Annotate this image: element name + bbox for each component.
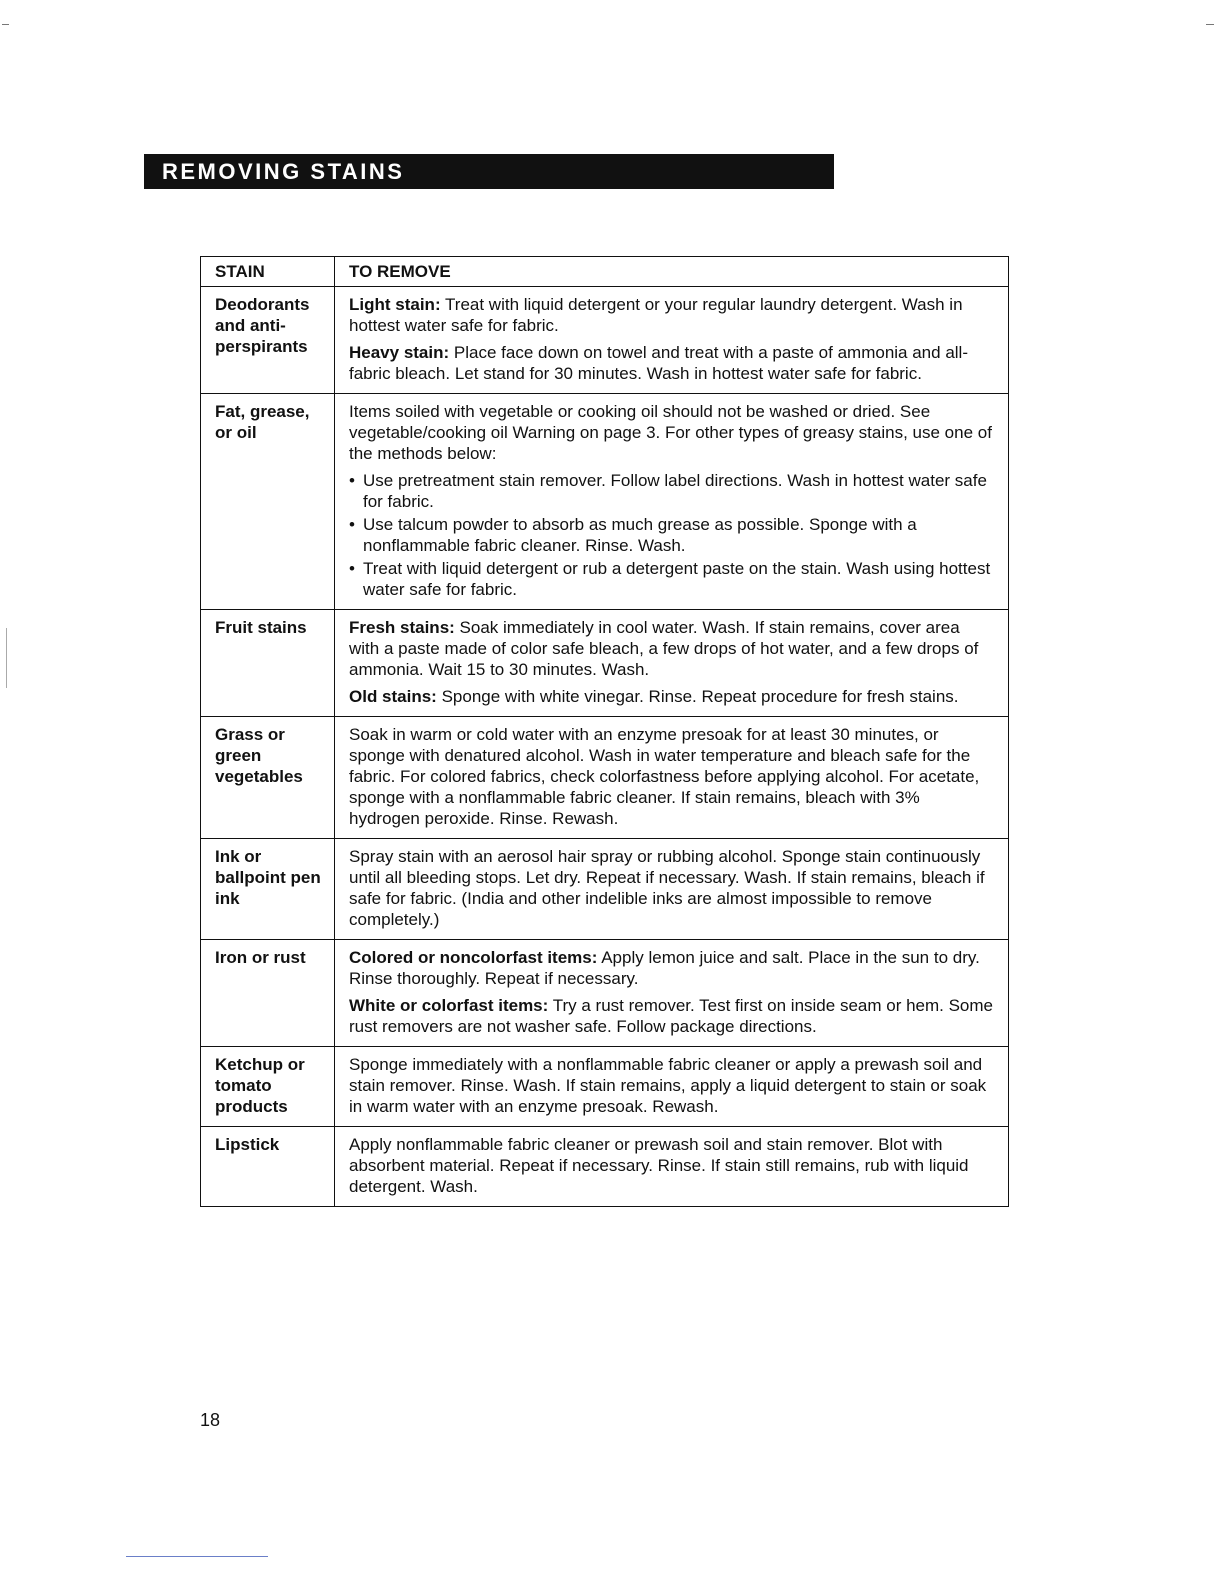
instruction-text: Items soiled with vegetable or cooking oil should not be washed or dried. See vegetable/cooking oil Warning on page 3. For other types of greasy stains, use one of the methods below: [349,402,992,463]
instruction-paragraph [349,617,994,680]
method-list-item: • Use talcum powder to absorb as much grease as possible. Sponge with a nonflammable fabric cleaner. Rinse. Wash. [349,514,994,556]
table-row [201,839,1009,940]
page-number: 18 [200,1410,221,1430]
instruction-lead: Light stain: [349,295,441,314]
instruction-paragraph [349,1054,994,1117]
scan-mark [1206,24,1214,25]
removal-instructions [335,394,1009,610]
instruction-paragraph [349,401,994,464]
column-header-stain: STAIN [201,257,335,287]
table-row [201,610,1009,717]
table-row [201,1047,1009,1127]
instruction-paragraph [349,294,994,336]
instruction-paragraph [349,724,994,829]
footer-rule [126,1556,268,1557]
instruction-text: Soak in warm or cold water with an enzyme presoak for at least 30 minutes, or sponge with denatured alcohol. Wash in water temperature and bleach safe for the fabric. For colored fabrics, check colorfastness before applying alcohol. For acetate, sponge with a nonflammable fabric cleaner. If stain remains, bleach with 3% hydrogen peroxide. Rinse. Rewash. [349,725,980,828]
stain-name: Fat, grease, or oil [201,394,335,610]
stain-name: Grass or green vegetables [201,717,335,839]
instruction-lead: Heavy stain: [349,343,450,362]
table-header-row [201,257,1009,287]
instruction-text: Apply lemon juice and salt. Place in the sun to dry. Rinse thoroughly. Repeat if necessary. [349,948,980,988]
instruction-paragraph [349,342,994,384]
table-row [201,287,1009,394]
stain-name: Ketchup or tomato products [201,1047,335,1127]
scan-mark [6,628,7,688]
table-row [201,394,1009,610]
instruction-text: Spray stain with an aerosol hair spray or rubbing alcohol. Sponge stain continuously until all bleeding stops. Let dry. Repeat if necessary. Wash. If stain remains, bleach if safe for fabric. (India and other indelible inks are almost impossible to remove completely.) [349,847,985,929]
table-row [201,1127,1009,1207]
instruction-paragraph [349,995,994,1037]
instruction-lead: Fresh stains: [349,618,455,637]
instruction-text: Try a rust remover. Test first on inside seam or hem. Some rust removers are not washer safe. Follow package directions. [349,996,993,1036]
removal-instructions [335,717,1009,839]
stain-removal-table [200,256,1009,1207]
column-header-to-remove: TO REMOVE [335,257,1009,287]
instruction-text: Sponge with white vinegar. Rinse. Repeat procedure for fresh stains. [441,687,959,706]
instruction-text: Soak immediately in cool water. Wash. If stain remains, cover area with a paste made of color safe bleach, a few drops of hot water, and a few drops of ammonia. Wait 15 to 30 minutes. Wash. [349,618,979,679]
instruction-paragraph [349,686,994,707]
removal-instructions [335,839,1009,940]
removal-instructions [335,1127,1009,1207]
stain-name: Deodorants and anti-perspirants [201,287,335,394]
stain-name: Fruit stains [201,610,335,717]
method-list-item: • Use pretreatment stain remover. Follow label directions. Wash in hottest water safe for fabric. [349,470,994,512]
instruction-lead: White or colorfast items: [349,996,549,1015]
instruction-lead: Old stains: [349,687,437,706]
removal-instructions [335,287,1009,394]
removal-instructions [335,610,1009,717]
instruction-text: Place face down on towel and treat with a paste of ammonia and all-fabric bleach. Let stand for 30 minutes. Wash in hottest water safe for fabric. [349,343,968,383]
stain-name: Iron or rust [201,940,335,1047]
scan-mark [2,24,9,25]
method-list [349,470,994,600]
instruction-paragraph [349,947,994,989]
instruction-text: Treat with liquid detergent or your regular laundry detergent. Wash in hottest water safe for fabric. [349,295,963,335]
removal-instructions [335,940,1009,1047]
removal-instructions [335,1047,1009,1127]
method-list-item: • Treat with liquid detergent or rub a detergent paste on the stain. Wash using hottest water safe for fabric. [349,558,994,600]
instruction-text: Sponge immediately with a nonflammable fabric cleaner or apply a prewash soil and stain remover. Rinse. Wash. If stain remains, apply a liquid detergent to stain or soak in warm water with an enzyme presoak. Rewash. [349,1055,987,1116]
stain-name: Ink or ballpoint pen ink [201,839,335,940]
instruction-paragraph [349,1134,994,1197]
instruction-lead: Colored or noncolorfast items: [349,948,598,967]
table-row [201,940,1009,1047]
instruction-text: Apply nonflammable fabric cleaner or prewash soil and stain remover. Blot with absorbent material. Repeat if necessary. Rinse. If stain still remains, rub with liquid detergent. Wash. [349,1135,969,1196]
instruction-paragraph [349,846,994,930]
stain-name: Lipstick [201,1127,335,1207]
table-row [201,717,1009,839]
section-title-banner: REMOVING STAINS [144,154,834,189]
